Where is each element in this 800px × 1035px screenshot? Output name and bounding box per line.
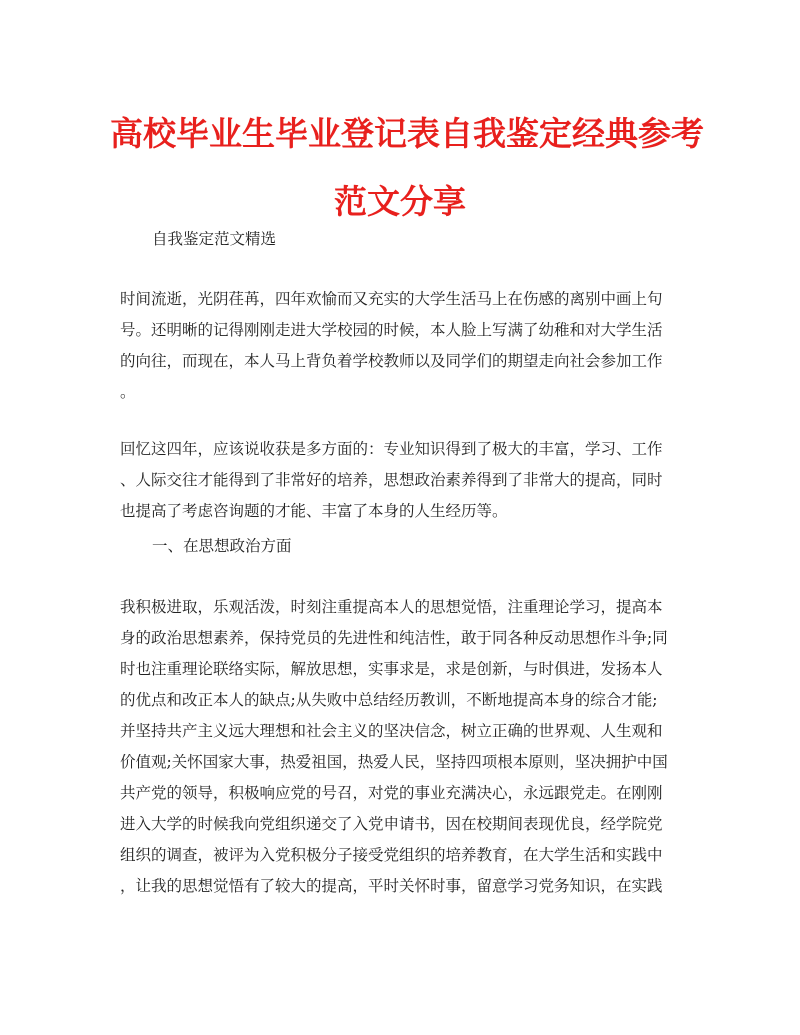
paragraph-line: 身的政治思想素养，保持党员的先进性和纯洁性，敢于同各种反动思想作斗争;同 [120, 629, 668, 647]
paragraph-political [120, 592, 680, 902]
paragraph-line: 号。还明晰的记得刚刚走进大学校园的时候，本人脸上写满了幼稚和对大学生活 [120, 321, 663, 339]
title-line: 高校毕业生毕业登记表自我鉴定经典参考 [110, 114, 704, 153]
paragraph-line: 并坚持共产主义远大理想和社会主义的坚决信念，树立正确的世界观、人生观和 [120, 722, 663, 740]
paragraph-line: 的优点和改正本人的缺点;从失败中总结经历教训，不断地提高本身的综合才能; [120, 691, 658, 709]
paragraph-line: ，让我的思想觉悟有了较大的提高，平时关怀时事，留意学习党务知识，在实践 [120, 877, 663, 895]
paragraph-line: 的向往，而现在，本人马上背负着学校教师以及同学们的期望走向社会参加工作 [120, 352, 663, 370]
subtitle [152, 224, 712, 255]
paragraph-line: 价值观;关怀国家大事，热爱祖国，热爱人民，坚持四项根本原则，坚决拥护中国 [120, 753, 668, 771]
paragraph-line: 时也注重理论联络实际，解放思想，实事求是，求是创新，与时俱进，发扬本人 [120, 660, 663, 678]
paragraph-line: 我积极进取，乐观活泼，时刻注重提高本人的思想觉悟，注重理论学习，提高本 [120, 598, 663, 616]
paragraph-intro [120, 284, 680, 408]
paragraph-line: 。 [120, 383, 136, 401]
paragraph-line: 时间流逝，光阴荏苒，四年欢愉而又充实的大学生活马上在伤感的离别中画上句 [120, 290, 663, 308]
paragraph-review [120, 434, 680, 527]
paragraph-line: 、人际交往才能得到了非常好的培养，思想政治素养得到了非常大的提高，同时 [120, 471, 663, 489]
section-heading [152, 531, 712, 562]
paragraph-line: 也提高了考虑咨询题的才能、丰富了本身的人生经历等。 [120, 502, 508, 520]
section-heading-text: 一、在思想政治方面 [152, 537, 292, 555]
paragraph-line: 共产党的领导，积极响应党的号召，对党的事业充满决心，永远跟党走。在刚刚 [120, 784, 663, 802]
paragraph-line: 进入大学的时候我向党组织递交了入党申请书，因在校期间表现优良，经学院党 [120, 815, 663, 833]
document-title [110, 100, 704, 236]
paragraph-line: 回忆这四年，应该说收获是多方面的：专业知识得到了极大的丰富，学习、工作 [120, 440, 663, 458]
subtitle-text: 自我鉴定范文精选 [152, 230, 277, 248]
paragraph-line: 组织的调查，被评为入党积极分子接受党组织的培养教育，在大学生活和实践中 [120, 846, 663, 864]
title-line: 范文分享 [334, 182, 466, 221]
